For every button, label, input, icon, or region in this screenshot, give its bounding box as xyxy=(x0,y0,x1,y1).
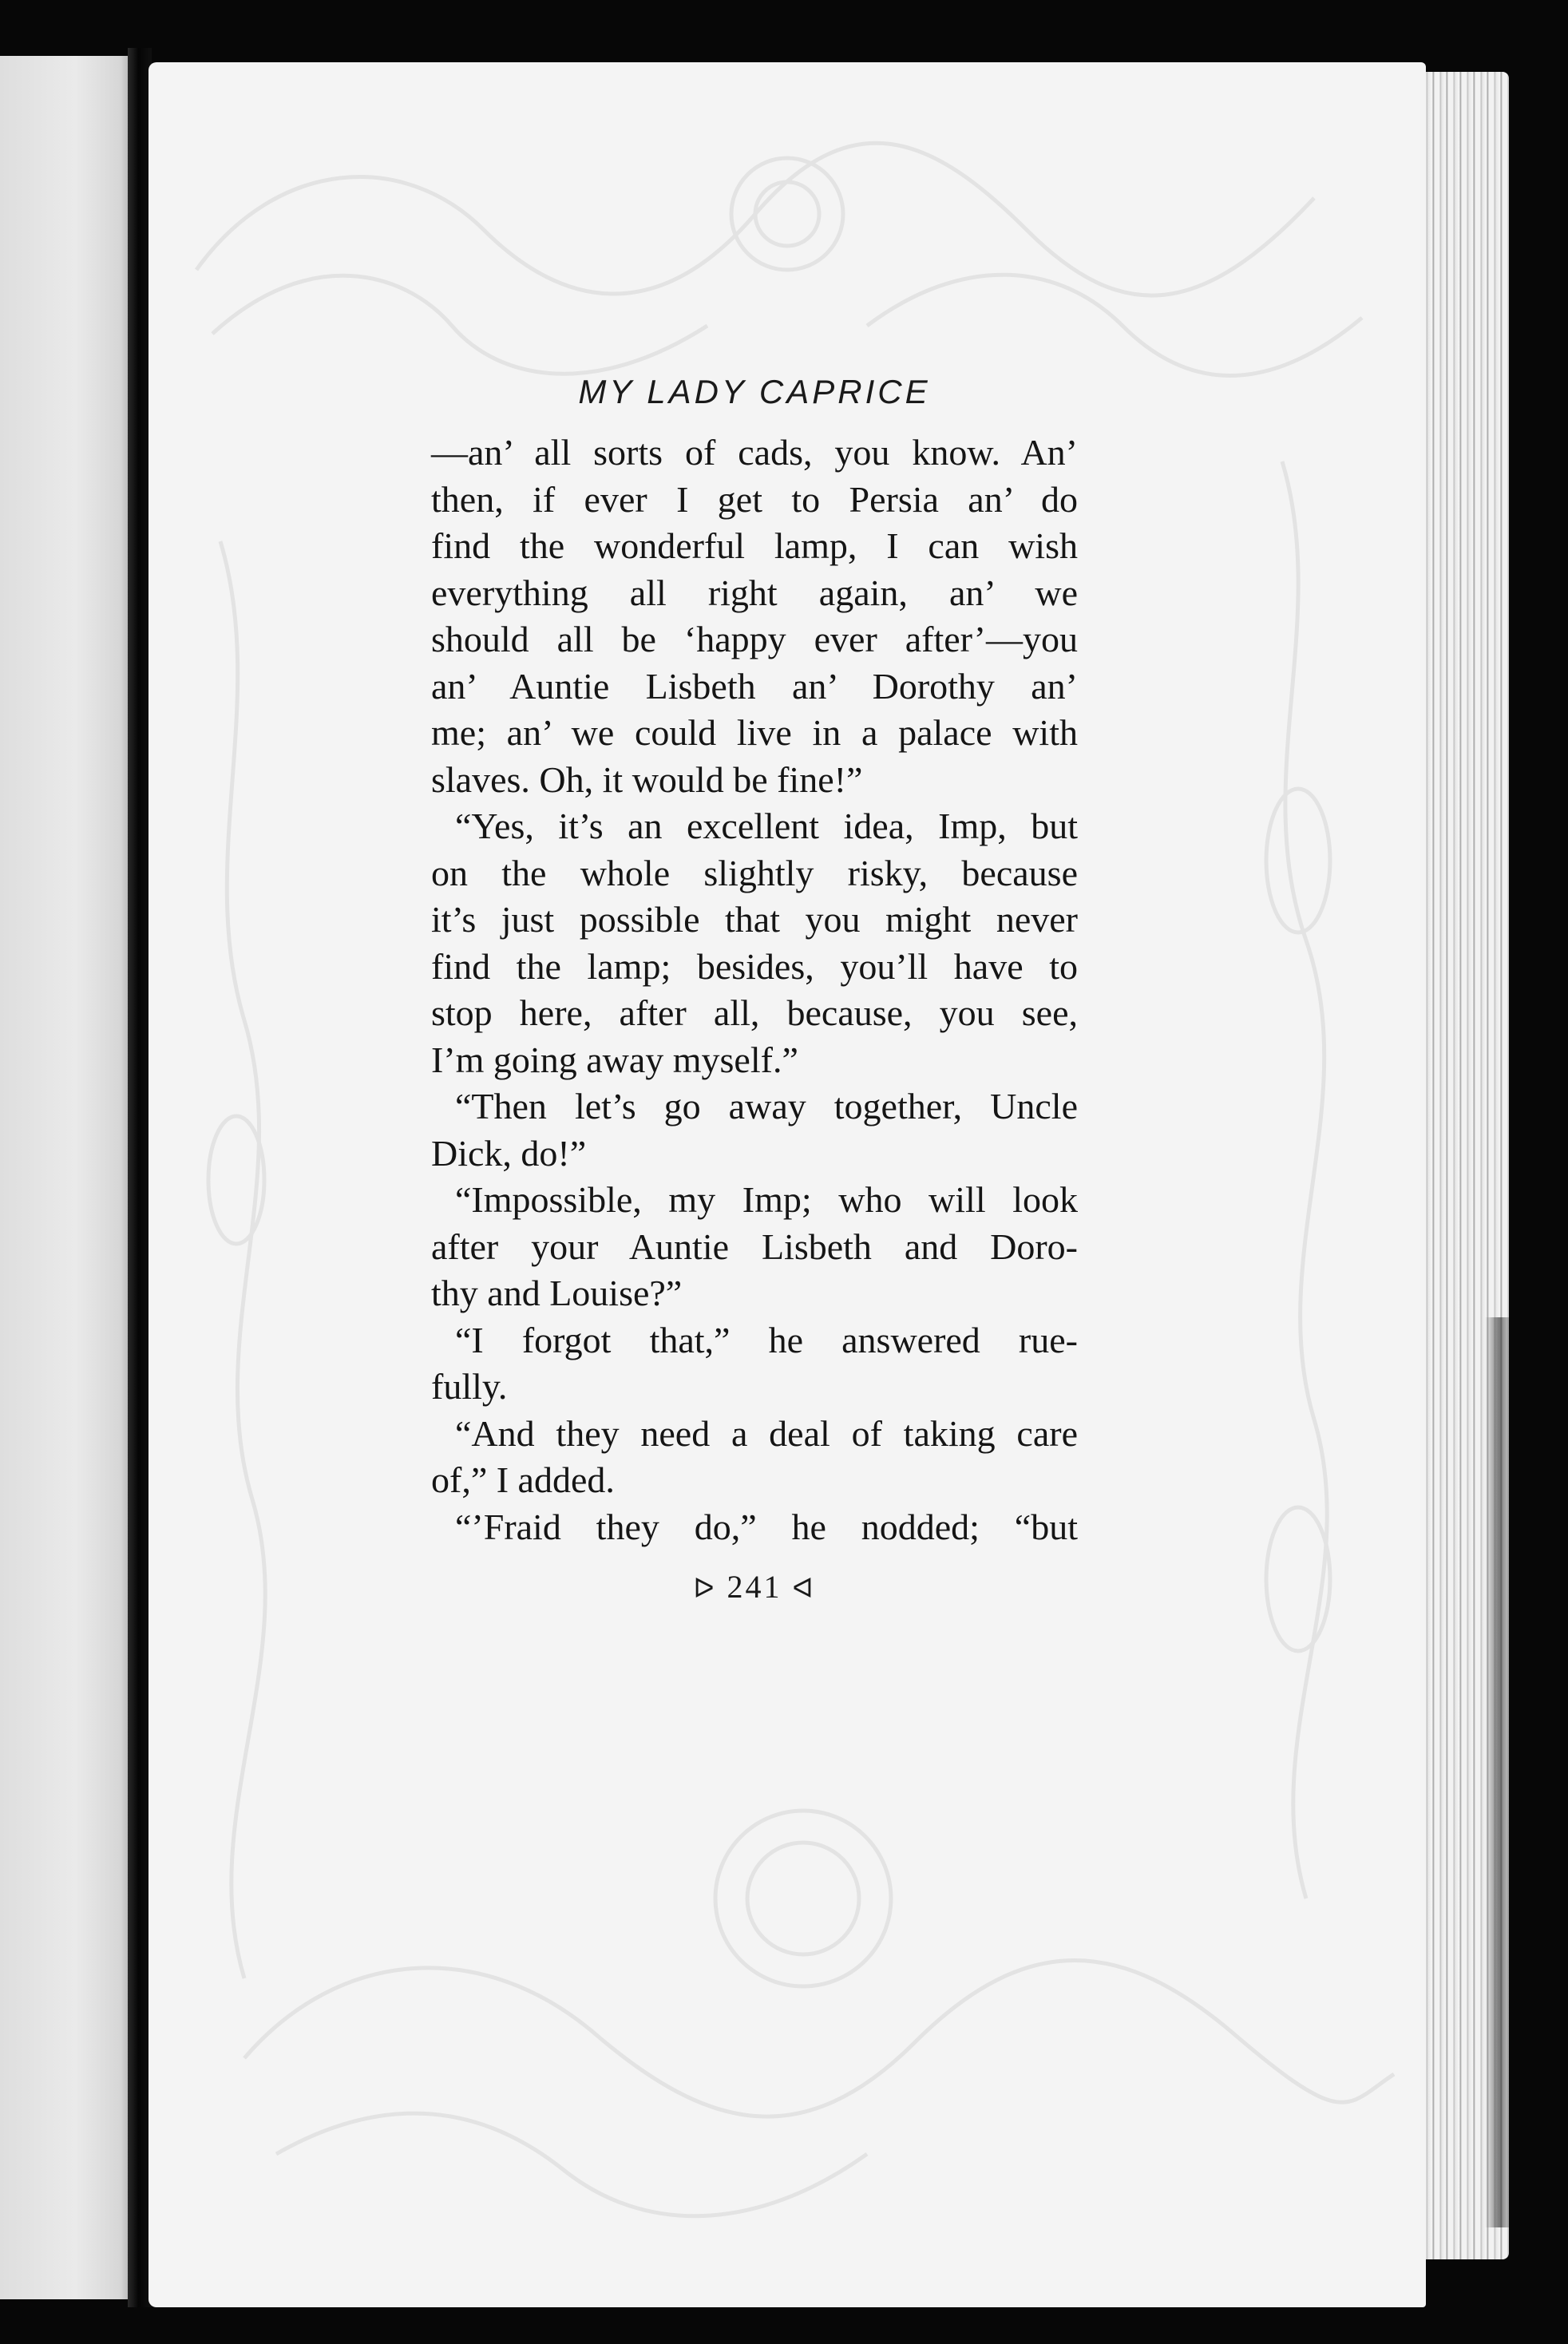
text-line: “’Fraid they do,” he nodded; “but xyxy=(455,1506,1078,1547)
text-line: “Impossible, my Imp; who will look xyxy=(455,1179,1078,1220)
text-line: stop here, after all, because, you see, xyxy=(431,992,1078,1033)
text-line: find the lamp; besides, you’ll have to xyxy=(431,945,1078,987)
text-block xyxy=(431,375,1078,1603)
text-line: thy and Louise?” xyxy=(431,1273,683,1313)
text-line: on the whole slightly risky, because xyxy=(431,852,1078,893)
text-line: I’m going away myself.” xyxy=(431,1039,798,1080)
folio-number: 241 xyxy=(727,1569,782,1605)
text-line: fully. xyxy=(431,1366,508,1407)
text-line: an’ Auntie Lisbeth an’ Dorothy an’ xyxy=(431,665,1078,707)
left-ornament-icon: ᐅ xyxy=(693,1574,717,1604)
left-facing-page xyxy=(0,56,137,2299)
text-line: “I forgot that,” he answered rue- xyxy=(455,1319,1078,1360)
right-ornament-icon: ᐊ xyxy=(792,1574,816,1604)
text-line: me; an’ we could live in a palace with xyxy=(431,712,1078,753)
text-line: “Yes, it’s an excellent idea, Imp, but xyxy=(455,806,1078,846)
running-head: MY LADY CAPRICE xyxy=(578,373,931,410)
text-line: slaves. Oh, it would be fine!” xyxy=(431,758,863,800)
text-line: “Then let’s go away together, Uncle xyxy=(455,1086,1078,1126)
page-number xyxy=(431,1571,1078,1603)
text-line: after your Auntie Lisbeth and Doro- xyxy=(431,1225,1078,1267)
body-text xyxy=(431,430,1078,1550)
page-edges-shadow xyxy=(1485,1317,1509,2227)
text-line: Dick, do!” xyxy=(431,1132,587,1174)
text-line: —an’ all sorts of cads, you know. An’ xyxy=(431,432,1078,473)
text-line: should all be ‘happy ever after’—you xyxy=(431,619,1078,659)
text-line: “And they need a deal of taking care xyxy=(455,1412,1078,1454)
text-line: find the wonderful lamp, I can wish xyxy=(431,525,1078,566)
text-line: it’s just possible that you might never xyxy=(431,899,1078,940)
text-line: then, if ever I get to Persia an’ do xyxy=(431,478,1078,520)
text-line: everything all right again, an’ we xyxy=(431,572,1078,613)
text-line: of,” I added. xyxy=(431,1459,615,1500)
